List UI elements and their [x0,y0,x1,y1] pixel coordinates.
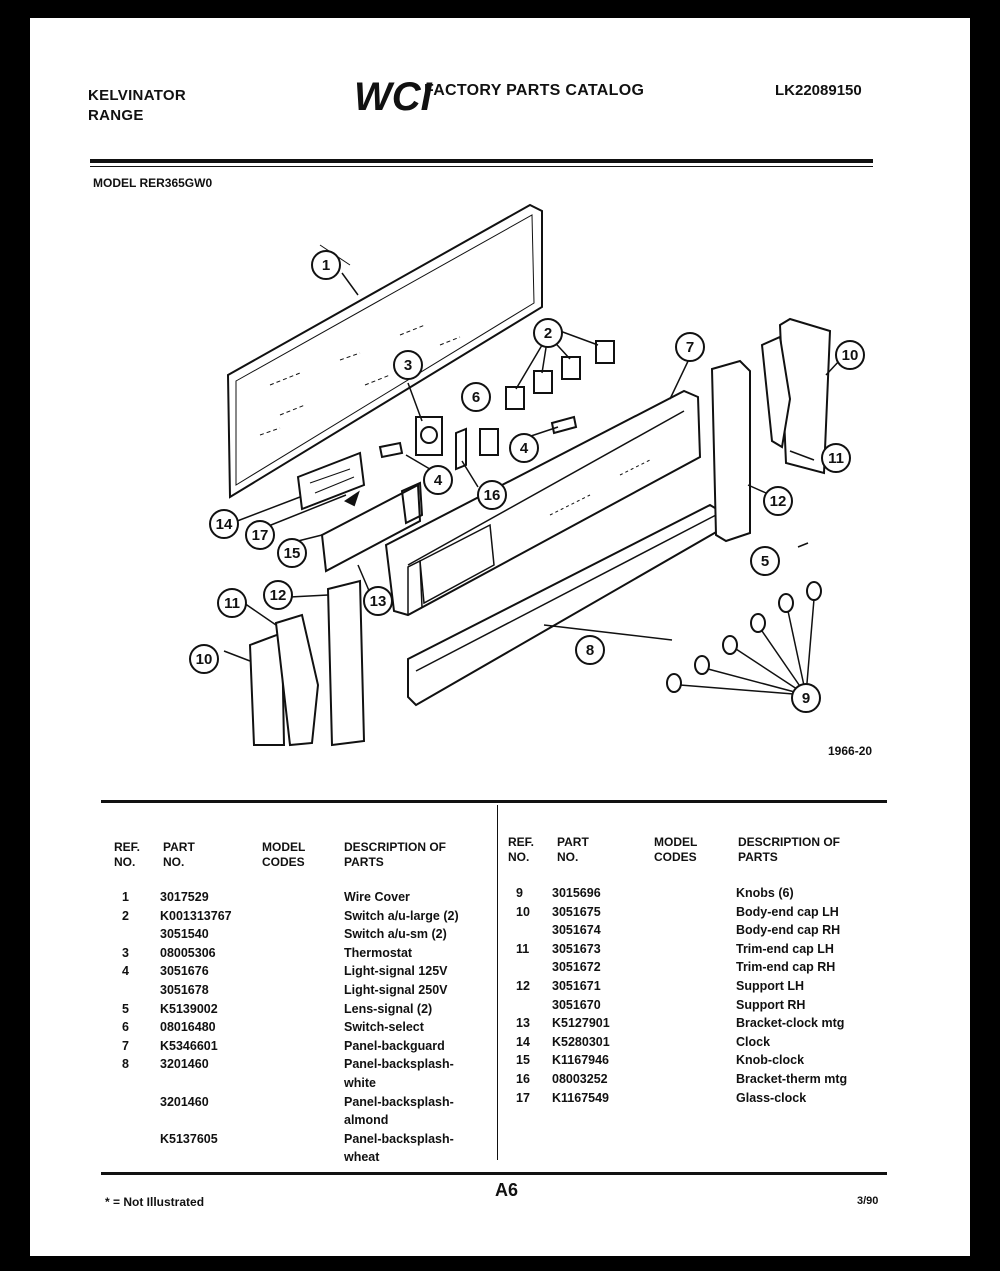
ref-no-cell: 13 [516,1016,530,1031]
part-no-cell: 3015696 [552,886,601,900]
left-end-cap-parts [250,581,364,745]
description-cell: almond [344,1113,389,1128]
callout-3 [394,351,422,379]
revision-date: 3/90 [857,1195,879,1207]
svg-text:6: 6 [471,389,481,406]
part-no-cell: 3051676 [160,964,209,979]
callout-17 [246,521,274,549]
header-model-codes-left: MODEL CODES [262,840,306,869]
svg-text:8: 8 [585,642,595,659]
callout-10-left [190,645,218,673]
description-cell: Bracket-therm mtg [736,1071,848,1086]
description-cell: Switch a/u-sm (2) [344,927,447,942]
table-row [110,1055,495,1074]
bracket-therm-part [456,429,466,469]
ref-no-cell: 4 [122,964,129,979]
description-cell: Light-signal 250V [344,982,448,997]
table-row [500,903,900,922]
description-cell: Light-signal 125V [344,964,448,979]
svg-text:14: 14 [215,516,233,533]
ref-no-cell: 1 [122,890,129,904]
svg-text:11: 11 [224,595,240,612]
part-no-cell: 3051674 [552,923,601,938]
table-row [500,1033,900,1052]
part-no-cell: K1167549 [552,1090,610,1105]
page-number: A6 [495,1180,519,1200]
ref-no-cell: 15 [516,1053,530,1068]
part-no-cell: 3201460 [160,1057,209,1072]
table-row [500,1051,900,1070]
ref-no-cell: 7 [122,1038,129,1053]
description-cell: Lens-signal (2) [344,1001,433,1016]
parts-list-right [500,884,900,1107]
brand-block [88,86,186,126]
header-description-right: DESCRIPTION OF PARTS [738,835,841,864]
description-cell: Trim-end cap LH [736,941,834,956]
header-part-no-right: PART NO. [557,835,589,864]
callout-9 [792,684,820,712]
svg-text:16: 16 [483,487,501,504]
header-model-codes-right: MODEL CODES [654,835,698,864]
callout-5 [751,547,779,575]
thermostat-part [416,417,442,455]
ref-no-cell: 10 [516,904,530,919]
table-row [110,1148,495,1167]
header-part-no-left: PART NO. [163,840,195,869]
table-row [110,888,495,907]
model-line: MODEL RER365GW0 [93,176,213,190]
callout-1 [312,251,340,279]
part-no-cell: K5127901 [552,1016,610,1031]
catalog-title: FACTORY PARTS CATALOG [424,82,645,99]
figure-number: 1966-20 [828,744,873,758]
header-description-left: DESCRIPTION OF PARTS [344,840,447,869]
callout-11-right [822,444,850,472]
description-cell: Panel-backsplash- [344,1094,454,1109]
svg-text:3: 3 [403,357,413,374]
description-cell: Body-end cap LH [736,904,839,919]
table-row [500,958,900,977]
description-cell: Trim-end cap RH [736,960,836,975]
table-row [110,962,495,981]
table-column-divider [497,805,498,1160]
svg-text:12: 12 [769,493,787,510]
part-no-cell: 3051675 [552,904,601,919]
publication-number: LK22089150 [775,82,862,99]
table-row [110,944,495,963]
description-cell: Switch a/u-large (2) [344,908,459,923]
ref-no-cell: 3 [122,945,129,960]
switch-parts [506,341,614,409]
part-no-cell: K001313767 [160,908,232,923]
callout-16 [478,481,506,509]
table-row [500,1089,900,1108]
table-row [110,907,495,926]
part-no-cell: K5137605 [160,1131,218,1146]
callout-14 [210,510,238,538]
header-ref-no-right: REF. NO. [508,835,535,864]
description-cell: Knob-clock [736,1053,805,1068]
callout-4b [424,466,452,494]
callout-2 [534,319,562,347]
description-cell: Body-end cap RH [736,923,841,938]
description-cell: Switch-select [344,1020,424,1035]
part-no-cell: 3201460 [160,1094,209,1109]
svg-text:15: 15 [283,545,301,562]
svg-text:13: 13 [369,593,387,610]
part-no-cell: 3051672 [552,960,601,975]
description-cell: Panel-backsplash- [344,1057,454,1072]
part-no-cell: 3051673 [552,941,601,956]
svg-text:2: 2 [543,325,553,342]
table-row [110,981,495,1000]
part-no-cell: 3051678 [160,982,209,997]
description-cell: Bracket-clock mtg [736,1016,845,1031]
svg-text:7: 7 [685,339,695,356]
table-row [110,1018,495,1037]
svg-text:1: 1 [321,257,331,274]
product-type: RANGE [88,107,144,124]
table-row [500,940,900,959]
callout-12-left [264,581,292,609]
description-cell: Glass-clock [736,1090,807,1105]
ref-no-cell: 2 [122,908,129,923]
ref-no-cell: 17 [516,1090,530,1105]
part-no-cell: K1167946 [552,1053,610,1068]
part-no-cell: K5346601 [160,1038,218,1053]
table-row [110,1037,495,1056]
exploded-parts-diagram [150,185,910,745]
header-rule-thin [90,166,873,167]
switch-select-part [480,429,498,455]
ref-no-cell: 5 [122,1001,129,1016]
table-row [110,1000,495,1019]
table-top-rule [101,800,887,803]
table-row [110,925,495,944]
header-ref-no-left: REF. NO. [114,840,141,869]
callout-8 [576,636,604,664]
svg-text:4: 4 [519,440,529,457]
svg-text:4: 4 [433,472,443,489]
callout-15 [278,539,306,567]
description-cell: Support LH [736,978,805,993]
table-row [110,1111,495,1130]
callout-4a [510,434,538,462]
svg-text:17: 17 [251,527,269,544]
glass-clock-part [346,493,358,505]
description-cell: Panel-backguard [344,1038,445,1053]
table-bottom-rule [101,1172,887,1175]
svg-text:10: 10 [195,651,213,668]
lens-signal-part [798,543,808,547]
part-no-cell: 3051671 [552,978,601,993]
svg-text:10: 10 [841,347,859,364]
part-no-cell: 3051540 [160,927,209,942]
part-no-cell: 3017529 [160,890,209,904]
brand-name: KELVINATOR [88,87,187,104]
part-no-cell: K5139002 [160,1001,218,1016]
table-row [500,884,900,903]
part-no-cell: K5280301 [552,1034,610,1049]
part-no-cell: 3051670 [552,997,601,1012]
ref-no-cell: 12 [516,978,530,993]
description-cell: Support RH [736,997,806,1012]
part-no-cell: 08003252 [552,1071,608,1086]
table-row [500,977,900,996]
svg-text:12: 12 [269,587,287,604]
description-cell: wheat [344,1150,380,1165]
table-row [500,1070,900,1089]
description-cell: Thermostat [344,945,413,960]
part-no-cell: 08005306 [160,945,216,960]
header-rule [90,159,873,163]
ref-no-cell: 9 [516,886,523,900]
callout-7 [676,333,704,361]
description-cell: white [344,1075,376,1090]
callout-12-right [764,487,792,515]
description-cell: Knobs (6) [736,886,794,900]
ref-no-cell: 11 [516,941,530,956]
callout-13 [364,587,392,615]
ref-no-cell: 16 [516,1071,530,1086]
wci-logo [352,72,432,119]
ref-no-cell: 8 [122,1057,129,1072]
wire-cover-part [228,205,542,497]
svg-text:9: 9 [801,690,811,707]
svg-text:5: 5 [760,553,770,570]
table-row [110,1093,495,1112]
signal-light-parts [380,417,576,457]
ref-no-cell: 6 [122,1020,129,1035]
wci-logo-text: WCI [354,75,432,119]
description-cell: Clock [736,1034,771,1049]
description-cell: Panel-backsplash- [344,1131,454,1146]
callout-6 [462,383,490,411]
svg-text:11: 11 [828,450,844,467]
footnote: * = Not Illustrated [105,1195,205,1209]
table-row [110,1074,495,1093]
table-row [500,1014,900,1033]
callout-10-right [836,341,864,369]
table-row [110,1130,495,1149]
part-no-cell: 08016480 [160,1020,216,1035]
table-row [500,996,900,1015]
description-cell: Wire Cover [344,890,410,904]
ref-no-cell: 14 [516,1034,530,1049]
parts-list-left [110,888,495,1167]
callout-11-left [218,589,246,617]
table-row [500,921,900,940]
knob-parts [667,582,821,692]
